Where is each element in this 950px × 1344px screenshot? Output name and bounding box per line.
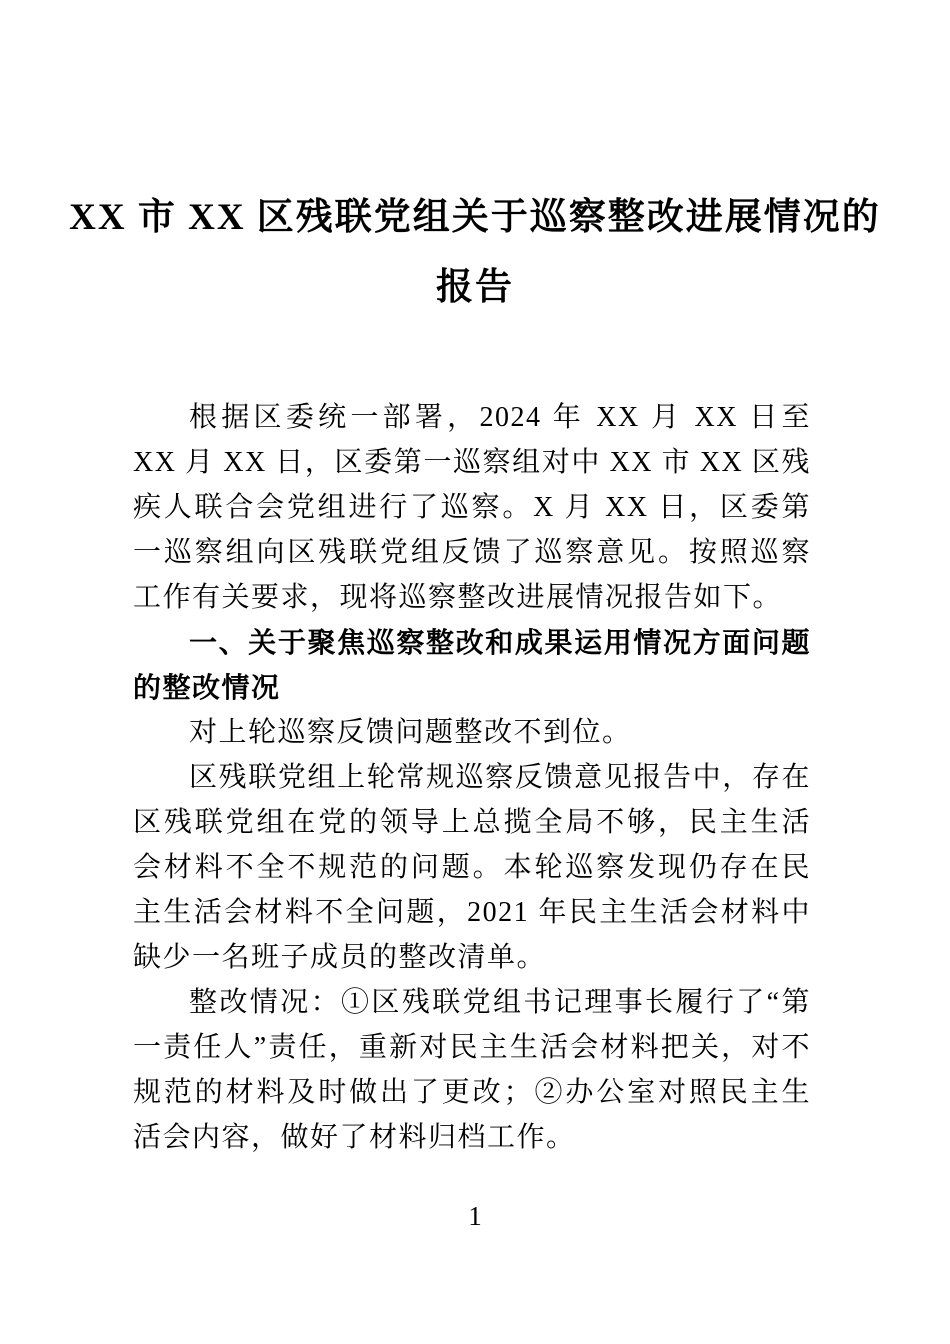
document-title: XX 市 XX 区残联党组关于巡察整改进展情况的报告 xyxy=(69,197,881,308)
document-body xyxy=(133,395,811,1160)
section-heading-1: 一、关于聚焦巡察整改和成果运用情况方面问题的整改情况 xyxy=(133,627,811,703)
page-number: 1 xyxy=(468,1201,482,1231)
paragraph-problem-detail: 区残联党组上轮常规巡察反馈意见报告中，存在区残联党组在党的领导上总揽全局不够，民主生活会材料不全不规范的问题。本轮巡察发现仍存在民主生活会材料不全问题，2021 年民主生活会材料中缺少一名班子成员的整改清单。 xyxy=(133,762,811,973)
paragraph-rectification: 整改情况：①区残联党组书记理事长履行了“第一责任人”责任，重新对民主生活会材料把关，对不规范的材料及时做出了更改；②办公室对照民主生活会内容，做好了材料归档工作。 xyxy=(133,987,811,1153)
paragraph-problem-summary: 对上轮巡察反馈问题整改不到位。 xyxy=(189,717,632,748)
paragraph-intro: 根据区委统一部署，2024 年 XX 月 XX 日至 XX 月 XX 日，区委第一巡察组对中 XX 市 XX 区残疾人联合会党组进行了巡察。X 月 XX 日，区委第一巡察组向区残联党组反馈了巡察意见。按照巡察工作有关要求，现将巡察整改进展情况报告如下。 xyxy=(133,402,811,613)
